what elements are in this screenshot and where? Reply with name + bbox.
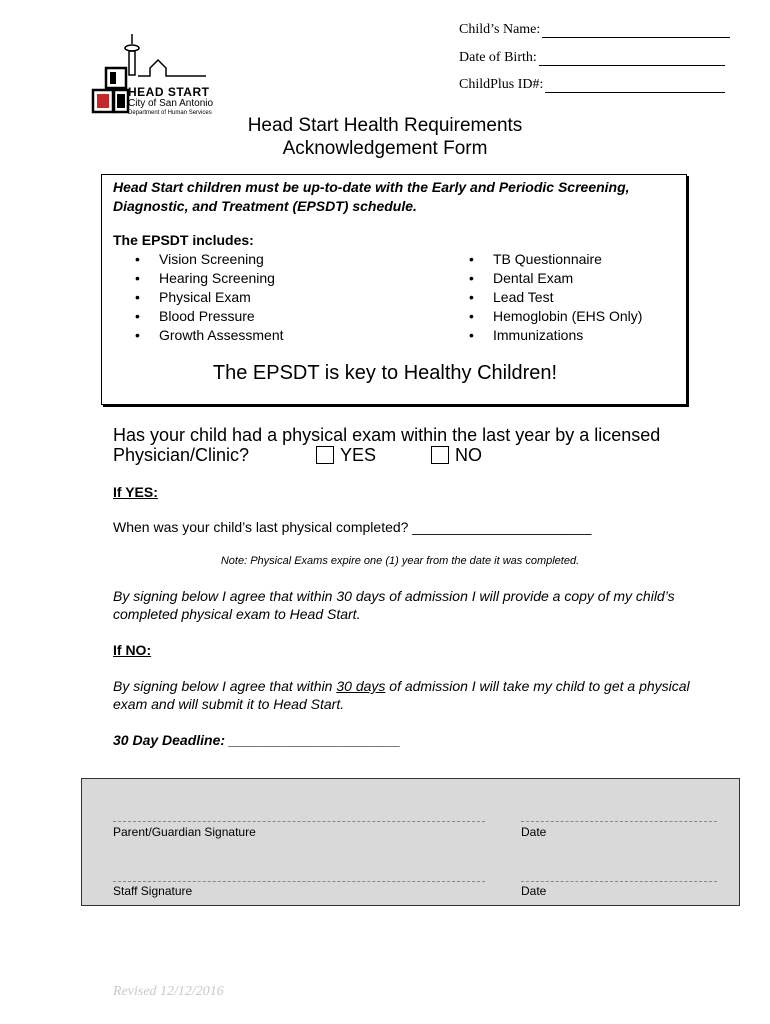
yes-label: YES [340,445,377,465]
child-name-field[interactable] [459,22,730,38]
bullet-icon: • [135,289,140,305]
epsdt-key-line: The EPSDT is key to Healthy Children! [212,362,558,384]
parent-signature-line[interactable] [113,820,485,822]
child-name-line[interactable] [542,24,730,38]
bullet-icon: • [469,289,474,305]
parent-date-line[interactable] [521,820,717,822]
bullet-icon: • [135,251,140,267]
bullet-icon: • [469,251,474,267]
no-checkbox[interactable] [431,446,449,464]
dob-line[interactable] [539,52,725,66]
head-start-logo [88,34,218,124]
dob-label: Date of Birth: [459,50,537,65]
staff-signature-label: Staff Signature [113,884,193,898]
staff-date-label: Date [521,884,547,898]
question-line-1: Has your child had a physical exam within the last year by a licensed [113,425,661,445]
bullet-icon: • [469,327,474,343]
list-item: • Blood Pressure [135,308,255,324]
if-no-agreement: By signing below I agree that within 30 days of admission I will take my child to get a physical exam and will submit it to Head Start. [113,678,690,712]
list-item: • Dental Exam [469,270,574,286]
list-item: • Immunizations [469,327,584,343]
physical-expiry-note: Note: Physical Exams expire one (1) year from the date it was completed. [220,555,580,567]
if-no-heading: If NO: [113,642,152,658]
page-subtitle: Acknowledgement Form [282,138,488,159]
deadline-field[interactable]: 30 Day Deadline: ______________________ [113,732,401,748]
list-item: • Hearing Screening [135,270,275,286]
childplus-line[interactable] [545,79,725,93]
epsdt-includes-label: The EPSDT includes: [113,232,254,248]
list-item: • Growth Assessment [135,327,284,343]
logo-department: Department of Human Services [128,110,212,116]
page-title: Head Start Health Requirements [247,115,523,136]
question-line-2: Physician/Clinic? [113,445,250,465]
list-item: • Lead Test [469,289,554,305]
dob-field[interactable] [459,50,725,66]
bullet-icon: • [135,308,140,324]
bullet-icon: • [469,308,474,324]
child-name-label: Child’s Name: [459,22,541,37]
parent-date-label: Date [521,825,547,839]
logo-city: City of San Antonio [128,98,214,109]
yes-checkbox[interactable] [316,446,334,464]
list-item: • Physical Exam [135,289,251,305]
parent-signature-label: Parent/Guardian Signature [113,825,256,839]
if-yes-agreement: By signing below I agree that within 30 days of admission I will provide a copy of my child’s completed physical exam to Head Start. [113,588,675,622]
no-label: NO [455,445,482,465]
bullet-icon: • [135,270,140,286]
logo-name: HEAD START [128,85,210,99]
list-item: • TB Questionnaire [469,251,602,267]
staff-date-line[interactable] [521,880,717,882]
physical-exam-question [113,425,660,465]
epsdt-list-right [469,250,642,345]
epsdt-intro: Head Start children must be up-to-date with the Early and Periodic Screening, Diagnostic, and Treatment (EPSDT) schedule. [113,179,630,214]
childplus-field[interactable] [459,77,725,93]
list-item: • Vision Screening [135,251,264,267]
revised-date: Revised 12/12/2016 [113,984,224,999]
thirty-days-emphasis: 30 days [336,678,386,694]
list-item: • Hemoglobin (EHS Only) [469,308,643,324]
if-yes-heading: If YES: [113,484,158,500]
staff-signature-line[interactable] [113,880,485,882]
epsdt-list-left [135,250,284,345]
childplus-label: ChildPlus ID#: [459,77,544,92]
bullet-icon: • [135,327,140,343]
bullet-icon: • [469,270,474,286]
last-physical-field[interactable]: When was your child’s last physical completed? _______________________ [113,519,592,535]
